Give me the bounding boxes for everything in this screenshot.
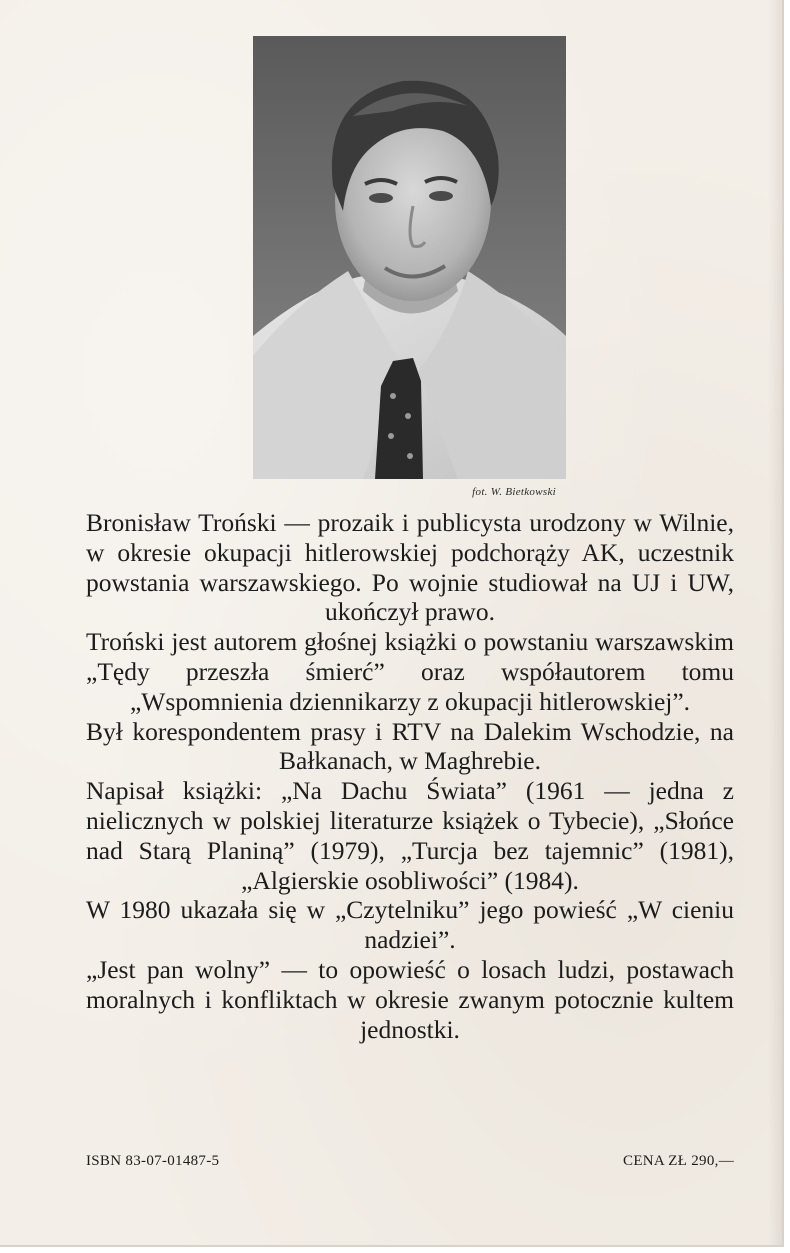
bio-paragraph: W 1980 ukazała się w „Czytelniku” jego powieść „W cieniu nadziei”. — [86, 895, 734, 955]
bio-paragraph: Troński jest autorem głośnej książki o powstaniu warszawskim „Tędy przeszła śmierć” oraz współautorem tomu „Wspomnienia dziennikarzy z okupacji hitlerowskiej”. — [86, 627, 734, 716]
price-label: CENA ZŁ 290,— — [623, 1153, 734, 1169]
bio-paragraph: Napisał książki: „Na Dachu Świata” (1961 — jedna z nielicznych w polskiej literaturze książek o Tybecie), „Słońce nad Starą Planiną” (1979), „Turcja bez tajemnic” (1981), „Algierskie osobliwości” (1984). — [86, 776, 734, 895]
bio-paragraph: Był korespondentem prasy i RTV na Dalekim Wschodzie, na Bałkanach, w Maghrebie. — [86, 716, 734, 776]
photo-credit: fot. W. Bietkowski — [472, 486, 556, 498]
author-bio — [86, 508, 734, 1044]
cover-edge-shadow — [768, 0, 782, 1245]
isbn-number: ISBN 83-07-01487-5 — [86, 1153, 220, 1169]
bio-paragraph: „Jest pan wolny” — to opowieść o losach ludzi, postawach moralnych i konfliktach w okresie zwanym potocznie kultem jednostki. — [86, 954, 734, 1044]
author-photo — [253, 36, 566, 479]
author-portrait-illustration — [253, 36, 566, 479]
bio-paragraph: Bronisław Troński — prozaik i publicysta urodzony w Wilnie, w okresie okupacji hitlerowskiej podchorąży AK, uczestnik powstania warszawskiego. Po wojnie studiował na UJ i UW, ukończył prawo. — [86, 508, 734, 627]
